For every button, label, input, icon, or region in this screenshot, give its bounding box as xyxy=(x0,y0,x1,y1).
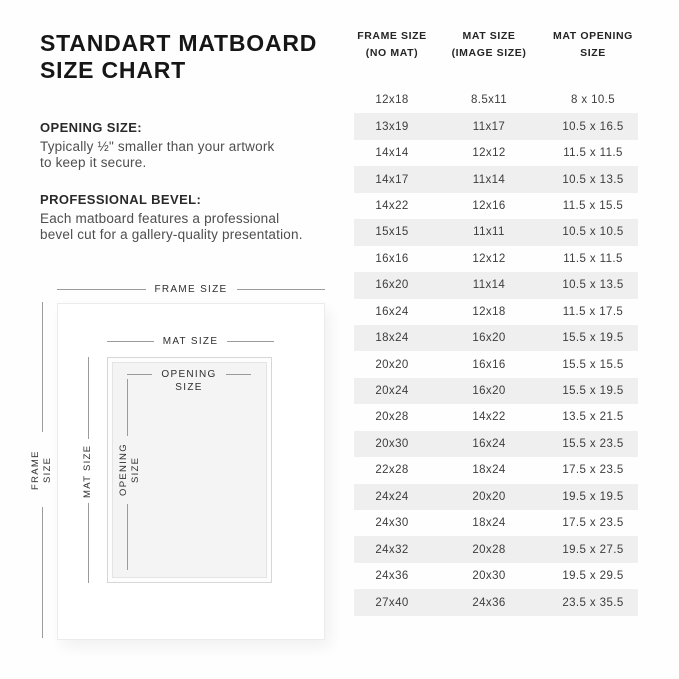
frame-size-cell: 16x24 xyxy=(375,305,409,318)
frame-size-cell: 22x28 xyxy=(375,464,409,477)
frame-size-cell: 24x30 xyxy=(375,517,409,530)
frame-size-cell: 20x30 xyxy=(375,437,409,450)
mat-size-cell: 12x18 xyxy=(472,305,506,318)
table-row xyxy=(354,536,638,562)
table-row xyxy=(354,378,638,404)
mat-size-cell: 20x20 xyxy=(472,490,506,503)
opening-size-vertical-line-bottom xyxy=(127,504,128,570)
opening-size-horizontal-label xyxy=(127,368,251,394)
mat-size-cell: 16x20 xyxy=(472,385,506,398)
opening-size-vertical-line-top xyxy=(127,379,128,436)
professional-bevel-text-line1: Each matboard features a professional xyxy=(40,211,280,226)
mat-opening-cell: 15.5 x 19.5 xyxy=(562,385,624,398)
mat-size-right-line xyxy=(227,341,274,342)
mat-opening-cell: 19.5 x 29.5 xyxy=(562,570,624,583)
frame-size-cell: 16x16 xyxy=(375,252,409,265)
mat-size-cell: 12x12 xyxy=(472,147,506,160)
frame-size-cell: 14x17 xyxy=(375,173,409,186)
table-row xyxy=(354,510,638,536)
mat-opening-cell: 10.5 x 10.5 xyxy=(562,226,624,239)
mat-size-cell: 16x24 xyxy=(472,437,506,450)
mat-size-horizontal-label xyxy=(107,336,274,347)
opening-size-section xyxy=(40,120,274,170)
opening-size-text-line2: to keep it secure. xyxy=(40,154,147,170)
frame-size-cell: 16x20 xyxy=(375,279,409,292)
mat-opening-cell: 19.5 x 19.5 xyxy=(562,490,624,503)
opening-size-label-text xyxy=(161,368,216,394)
opening-size-vertical-label: OPENING SIZE xyxy=(118,443,141,497)
mat-opening-cell: 15.5 x 15.5 xyxy=(562,358,624,371)
mat-size-cell: 16x16 xyxy=(472,358,506,371)
frame-size-cell: 20x20 xyxy=(375,358,409,371)
header-mat-size-line1: MAT SIZE xyxy=(462,30,516,42)
table-row xyxy=(354,431,638,457)
frame-size-cell: 27x40 xyxy=(375,596,409,609)
header-mat-size xyxy=(430,28,548,62)
table-row xyxy=(354,404,638,430)
mat-size-cell: 11x14 xyxy=(472,173,506,186)
mat-size-cell: 16x20 xyxy=(472,332,506,345)
frame-size-label-text: FRAME SIZE xyxy=(154,284,228,295)
frame-size-right-line xyxy=(237,289,326,290)
frame-size-cell: 18x24 xyxy=(375,332,409,345)
frame-size-cell: 12x18 xyxy=(375,94,409,107)
mat-size-cell: 18x24 xyxy=(472,464,506,477)
frame-size-horizontal-label xyxy=(57,284,325,295)
mat-size-left-line xyxy=(107,341,154,342)
header-frame-size xyxy=(354,28,430,62)
frame-size-vertical-line-top xyxy=(42,302,43,432)
header-mat-opening-line1: MAT OPENING xyxy=(553,30,633,42)
frame-size-cell: 24x24 xyxy=(375,490,409,503)
table-row xyxy=(354,272,638,298)
mat-opening-cell: 19.5 x 27.5 xyxy=(562,543,624,556)
mat-size-vertical-line-bottom xyxy=(88,503,89,583)
frame-size-cell: 14x22 xyxy=(375,199,409,212)
frame-size-cell: 24x32 xyxy=(375,543,409,556)
mat-opening-cell: 10.5 x 16.5 xyxy=(562,120,624,133)
mat-size-label-text: MAT SIZE xyxy=(162,336,219,347)
mat-size-cell: 11x14 xyxy=(472,279,506,292)
mat-size-vertical-line-top xyxy=(88,357,89,439)
opening-size-right-line xyxy=(226,374,251,375)
size-table-body xyxy=(354,87,638,616)
mat-opening-cell: 11.5 x 15.5 xyxy=(562,199,624,212)
mat-size-cell: 18x24 xyxy=(472,517,506,530)
header-mat-opening xyxy=(548,28,638,62)
opening-size-text-line1: Typically ½" smaller than your artwork xyxy=(40,139,275,154)
header-frame-size-line2: (NO MAT) xyxy=(365,47,419,59)
mat-size-cell: 11x17 xyxy=(472,120,506,133)
mat-size-cell: 20x28 xyxy=(472,543,506,556)
table-row xyxy=(354,325,638,351)
frame-size-cell: 20x24 xyxy=(375,385,409,398)
table-row xyxy=(354,484,638,510)
mat-opening-cell: 11.5 x 11.5 xyxy=(563,147,623,160)
professional-bevel-section xyxy=(40,192,303,242)
professional-bevel-heading: PROFESSIONAL BEVEL: xyxy=(40,192,202,207)
opening-size-label-line2: SIZE xyxy=(175,382,203,393)
table-row xyxy=(354,589,638,615)
opening-size-heading: OPENING SIZE: xyxy=(40,120,142,135)
mat-opening-cell: 13.5 x 21.5 xyxy=(562,411,624,424)
size-table-header xyxy=(354,28,638,62)
mat-size-cell: 20x30 xyxy=(472,570,506,583)
frame-size-cell: 20x28 xyxy=(375,411,409,424)
table-row xyxy=(354,563,638,589)
header-frame-size-line1: FRAME SIZE xyxy=(357,30,427,42)
table-row xyxy=(354,351,638,377)
header-mat-opening-line2: SIZE xyxy=(580,47,606,59)
mat-opening-cell: 15.5 x 19.5 xyxy=(562,332,624,345)
mat-size-cell: 12x16 xyxy=(472,199,506,212)
table-row xyxy=(354,219,638,245)
mat-size-cell: 11x11 xyxy=(473,226,505,239)
mat-opening-cell: 10.5 x 13.5 xyxy=(562,173,624,186)
page-title-line1: STANDART MATBOARD xyxy=(40,30,318,56)
professional-bevel-text-line2: bevel cut for a gallery-quality presentation. xyxy=(40,226,303,242)
mat-size-vertical-label: MAT SIZE xyxy=(82,444,93,498)
table-row xyxy=(354,113,638,139)
mat-opening-cell: 17.5 x 23.5 xyxy=(562,517,624,530)
mat-size-cell: 12x12 xyxy=(472,252,506,265)
opening-size-label-line1: OPENING xyxy=(161,369,217,380)
frame-size-cell: 24x36 xyxy=(375,570,409,583)
table-row xyxy=(354,166,638,192)
table-row xyxy=(354,246,638,272)
page-title xyxy=(40,30,317,84)
table-row xyxy=(354,140,638,166)
page-title-line2: SIZE CHART xyxy=(40,57,186,83)
frame-size-left-line xyxy=(57,289,146,290)
mat-size-cell: 8.5x11 xyxy=(470,94,508,107)
mat-opening-cell: 8 x 10.5 xyxy=(570,94,616,107)
mat-size-cell: 24x36 xyxy=(472,596,506,609)
table-row xyxy=(354,193,638,219)
mat-opening-cell: 17.5 x 23.5 xyxy=(562,464,624,477)
table-row xyxy=(354,299,638,325)
mat-size-cell: 14x22 xyxy=(472,411,506,424)
frame-size-cell: 15x15 xyxy=(375,226,409,239)
frame-size-cell: 13x19 xyxy=(375,120,409,133)
table-row xyxy=(354,87,638,113)
mat-opening-cell: 11.5 x 17.5 xyxy=(562,305,624,318)
mat-opening-cell: 10.5 x 13.5 xyxy=(562,279,624,292)
mat-opening-cell: 15.5 x 23.5 xyxy=(562,437,624,450)
table-row xyxy=(354,457,638,483)
header-mat-size-line2: (IMAGE SIZE) xyxy=(451,47,527,59)
frame-size-vertical-label: FRAME SIZE xyxy=(30,450,53,490)
opening-size-left-line xyxy=(127,374,152,375)
mat-opening-cell: 23.5 x 35.5 xyxy=(562,596,624,609)
frame-size-cell: 14x14 xyxy=(375,147,409,160)
frame-size-vertical-line-bottom xyxy=(42,507,43,638)
mat-opening-cell: 11.5 x 11.5 xyxy=(563,252,623,265)
